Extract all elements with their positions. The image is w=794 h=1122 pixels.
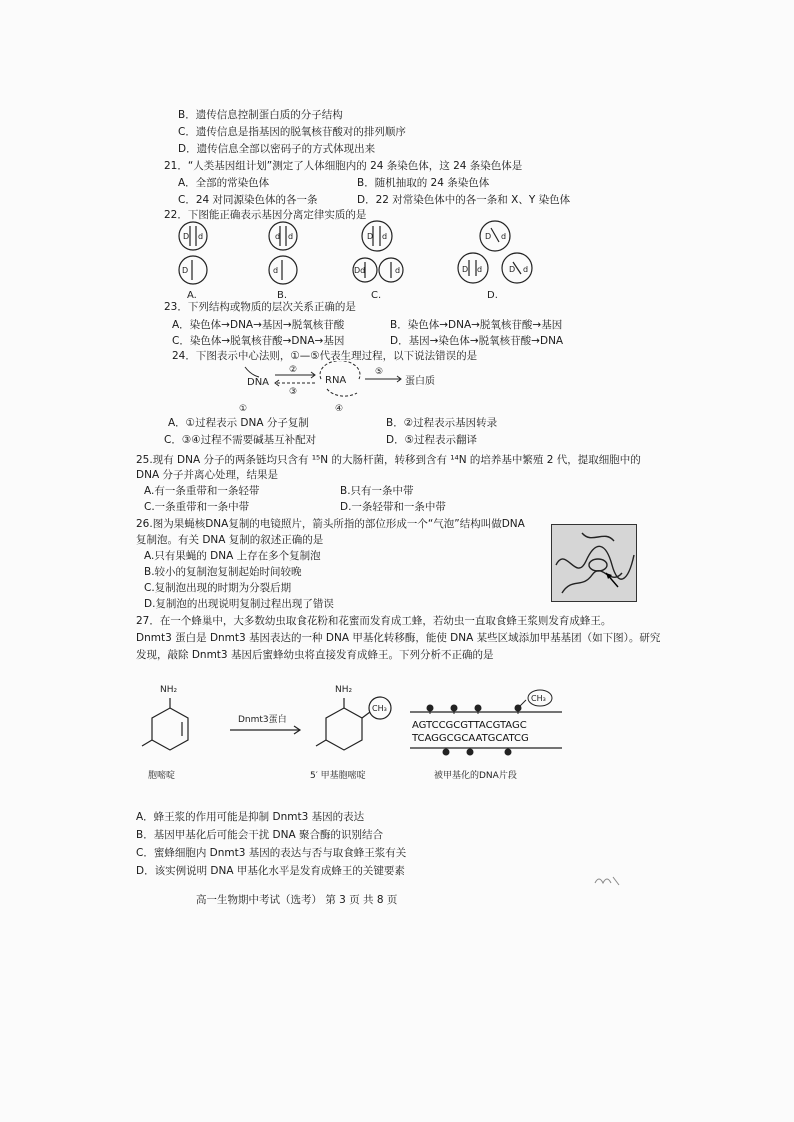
q21-option-c: C．24 对同源染色体的各一条 (178, 194, 318, 206)
svg-text:D: D (509, 265, 516, 274)
page-footer: 高一生物期中考试（选考） 第 3 页 共 8 页 (196, 894, 398, 906)
methyl-cytosine-caption: 5′ 甲基胞嘧啶 (310, 771, 366, 781)
methylated-dna-caption: 被甲基化的DNA片段 (434, 771, 517, 781)
q24-step-2: ② (289, 365, 298, 375)
dna-top-strand: AGTCCGCGTTACGTAGC (412, 720, 527, 731)
q24-option-b: B．②过程表示基因转录 (386, 417, 498, 429)
q24-step-5: ⑤ (375, 367, 384, 377)
q24-step-4: ④ (335, 404, 344, 414)
q22-label-b: B. (277, 290, 288, 301)
svg-text:d: d (275, 232, 281, 241)
enzyme-label: Dnmt3蛋白 (238, 715, 287, 725)
q26-stem-line1: 26.图为果蝇核DNA复制的电镜照片，箭头所指的部位形成一个“气泡”结构叫做DNA (136, 518, 525, 530)
q26-stem-line2: 复制泡。有关 DNA 复制的叙述正确的是 (136, 534, 324, 546)
q25-option-b: B.只有一条中带 (340, 485, 414, 497)
scan-mark (593, 873, 623, 887)
svg-text:d: d (395, 266, 401, 275)
q24-option-a: A．①过程表示 DNA 分子复制 (168, 417, 309, 429)
q21-option-a: A．全部的常染色体 (178, 177, 270, 189)
svg-text:D: D (183, 232, 190, 241)
svg-text:d: d (501, 232, 507, 241)
q27-stem-line1: 27．在一个蜂巢中，大多数幼虫取食花粉和花蜜而发育成工蜂，若幼虫一直取食蜂王浆则发育成蜂王。 (136, 615, 612, 627)
q22-label-d: D. (487, 290, 498, 301)
q24-option-d: D．⑤过程表示翻译 (386, 434, 477, 446)
q23-option-c: C．染色体→脱氧核苷酸→DNA→基因 (172, 335, 345, 347)
q22-stem: 22．下图能正确表示基因分离定律实质的是 (164, 209, 367, 221)
svg-text:D: D (485, 232, 492, 241)
q25-option-a: A.有一条重带和一条轻带 (144, 485, 260, 497)
q21-option-d: D．22 对常染色体中的各一条和 X、Y 染色体 (357, 194, 571, 206)
q24-stem: 24．下图表示中心法则，①—⑤代表生理过程，以下说法错误的是 (172, 350, 478, 362)
q21-stem: 21．“人类基因组计划”测定了人体细胞内的 24 条染色体，这 24 条染色体是 (164, 160, 523, 172)
q24-step-3: ③ (289, 387, 298, 397)
q22-label-c: C. (371, 290, 382, 301)
ch3-label: CH₃ (372, 704, 387, 713)
q22-label-a: A. (187, 290, 197, 301)
q24-step-1: ① (239, 404, 248, 414)
q25-option-c: C.一条重带和一条中带 (144, 501, 250, 513)
svg-text:d: d (477, 265, 483, 274)
q25-option-d: D.一条轻带和一条中带 (340, 501, 446, 513)
q24-option-c: C．③④过程不需要碱基互补配对 (164, 434, 317, 446)
svg-text:D: D (367, 232, 374, 241)
q26-option-d: D.复制泡的出现说明复制过程出现了错误 (144, 598, 334, 610)
q23-stem: 23．下列结构或物质的层次关系正确的是 (164, 301, 356, 313)
q27-stem-line2: Dnmt3 蛋白是 Dnmt3 基因表达的一种 DNA 甲基化转移酶，能使 DNA 某些区域添加甲基基团（如下图）。研究 (136, 632, 661, 644)
electron-micrograph-image (551, 524, 637, 602)
q27-stem-line3: 发现，敲除 Dnmt3 基因后蜜蜂幼虫将直接发育成蜂王。下列分析不正确的是 (136, 649, 494, 661)
q24-rna-label: RNA (325, 375, 347, 386)
nh2-label-methyl: NH₂ (335, 685, 353, 695)
q25-stem-line1: 25.现有 DNA 分子的两条链均只含有 ¹⁵N 的大肠杆菌，转移到含有 ¹⁴N 的培养基中繁殖 2 代，提取细胞中的 (136, 454, 641, 466)
q21-option-b: B．随机抽取的 24 条染色体 (357, 177, 490, 189)
cytosine-caption: 胞嘧啶 (148, 771, 176, 781)
svg-text:D: D (462, 265, 469, 274)
q25-stem-line2: DNA 分子并离心处理，结果是 (136, 469, 278, 481)
dna-bottom-strand: TCAGGCGCAATGCATCG (412, 733, 529, 744)
q20-option-d: D．遗传信息全部以密码子的方式体现出来 (178, 143, 376, 155)
svg-text:Dd: Dd (354, 266, 366, 275)
q27-option-d: D．该实例说明 DNA 甲基化水平是发育成蜂王的关键要素 (136, 865, 405, 877)
q26-option-b: B.较小的复制泡复制起始时间较晚 (144, 566, 302, 578)
svg-text:d: d (382, 232, 388, 241)
svg-text:d: d (523, 265, 529, 274)
q27-option-a: A．蜂王浆的作用可能是抑制 Dnmt3 基因的表达 (136, 811, 365, 823)
q22-cell-diagrams (165, 220, 545, 302)
q23-option-b: B．染色体→DNA→脱氧核苷酸→基因 (390, 319, 563, 331)
q23-option-a: A．染色体→DNA→基因→脱氧核苷酸 (172, 319, 345, 331)
svg-text:d: d (198, 232, 204, 241)
q24-dna-label: DNA (247, 377, 270, 388)
q26-option-a: A.只有果蝇的 DNA 上存在多个复制泡 (144, 550, 321, 562)
q27-option-c: C．蜜蜂细胞内 Dnmt3 基因的表达与否与取食蜂王浆有关 (136, 847, 407, 859)
q27-option-b: B．基因甲基化后可能会干扰 DNA 聚合酶的识别结合 (136, 829, 384, 841)
svg-text:d: d (273, 266, 279, 275)
svg-text:D: D (182, 266, 189, 275)
ch3-label-strand: CH₃ (531, 694, 546, 703)
q26-option-c: C.复制泡出现的时期为分裂后期 (144, 582, 292, 594)
q20-option-b: B．遗传信息控制蛋白质的分子结构 (178, 109, 343, 121)
svg-text:d: d (288, 232, 294, 241)
q23-option-d: D．基因→染色体→脱氧核苷酸→DNA (390, 335, 564, 347)
q24-central-dogma-diagram (235, 361, 475, 415)
q27-methylation-diagram (130, 678, 590, 788)
q24-protein-label: 蛋白质 (405, 376, 435, 387)
nh2-label: NH₂ (160, 685, 178, 695)
q20-option-c: C．遗传信息是指基因的脱氧核苷酸对的排列顺序 (178, 126, 406, 138)
